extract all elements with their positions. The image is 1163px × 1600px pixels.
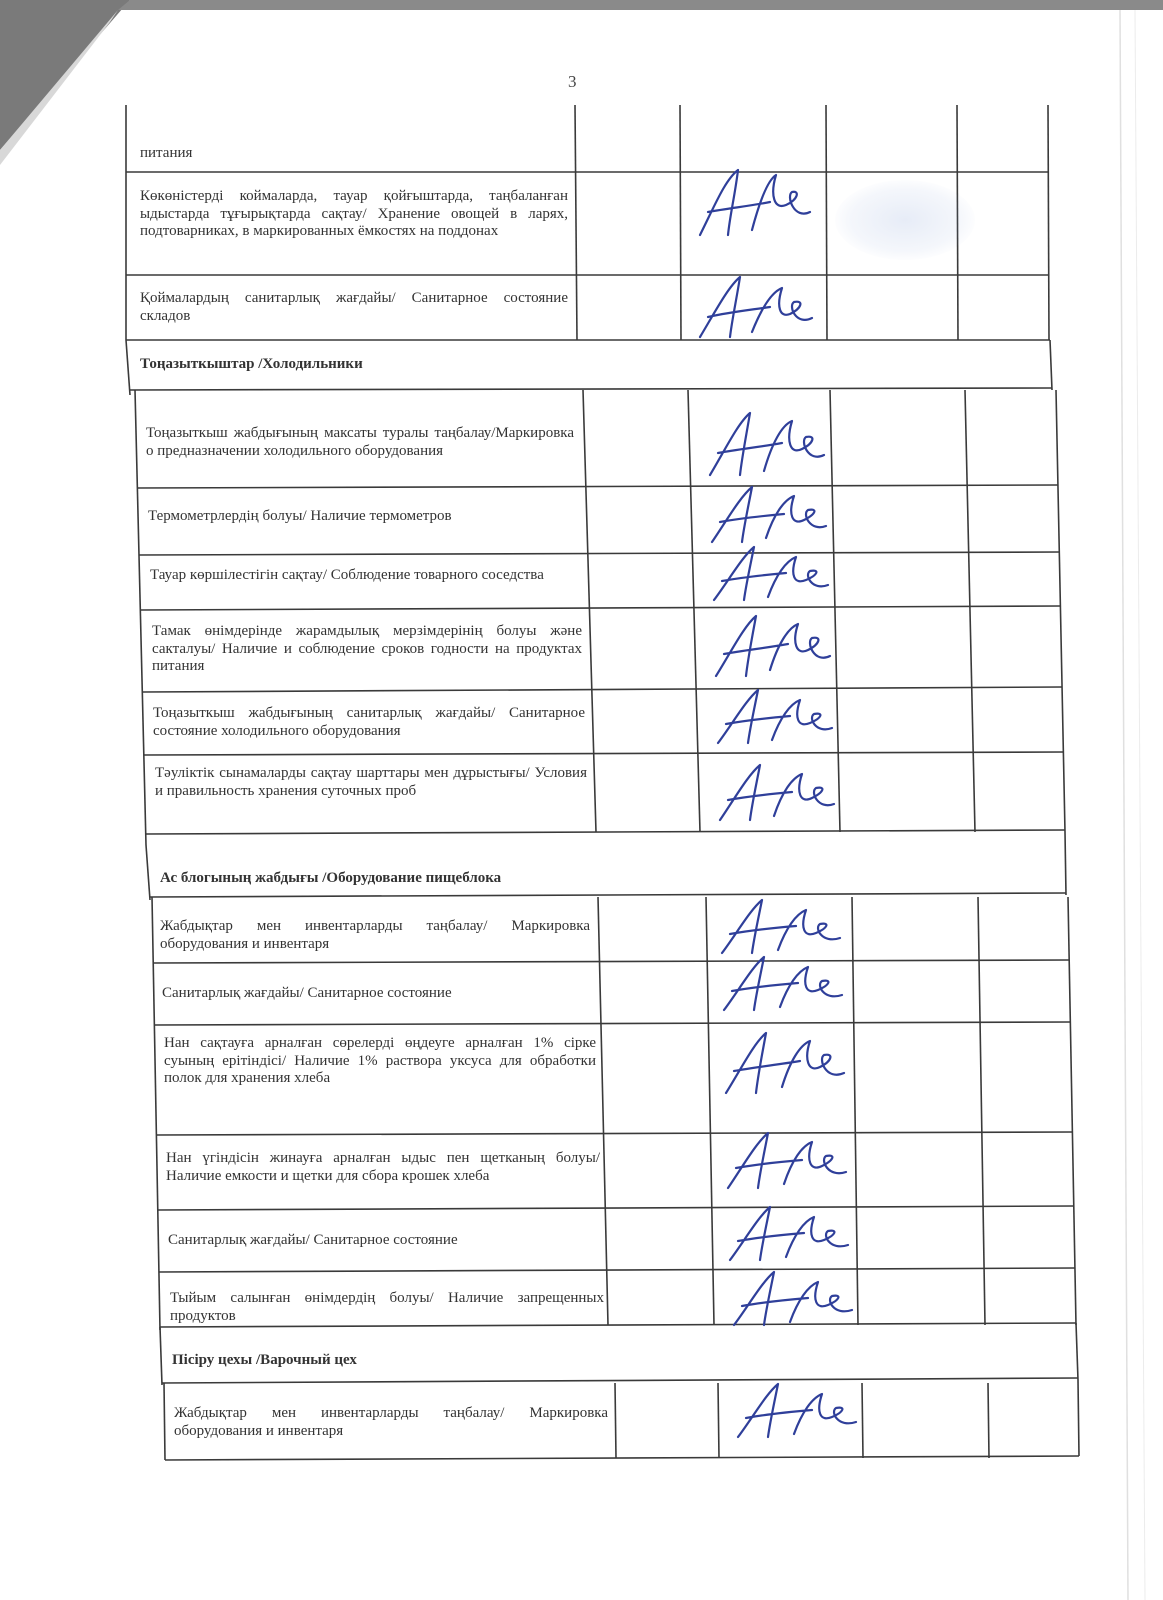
signature-mark bbox=[720, 1195, 860, 1270]
row-text: Тыйым салынған өнімдердің болуы/ Наличие запрещенных продуктов bbox=[170, 1290, 604, 1324]
row-text: питания bbox=[140, 145, 193, 161]
signature-mark bbox=[690, 262, 820, 347]
signature-mark bbox=[706, 598, 841, 688]
signature-mark bbox=[718, 1118, 858, 1198]
section-title: Пісіру цехы /Варочный цех bbox=[172, 1352, 357, 1368]
signature-mark bbox=[690, 150, 820, 250]
section-title: Ас блогының жабдығы /Оборудование пищеблока bbox=[160, 870, 502, 886]
signature-mark bbox=[710, 750, 845, 830]
row-text: Санитарлық жағдайы/ Санитарное состояние bbox=[168, 1232, 458, 1248]
signature-mark bbox=[724, 1260, 864, 1335]
signature-mark bbox=[714, 945, 854, 1020]
signature-mark bbox=[716, 1015, 856, 1105]
page-number: 3 bbox=[568, 72, 577, 91]
row-text: Жабдықтар мен инвентарларды таңбалау/ Маркировка оборудования и инвентаря bbox=[160, 918, 590, 952]
row-text: Тамак өнімдерінде жарамдылық мерзімдерінің болуы және сакталуы/ Наличие и соблюдение сроков годности на продуктах питания bbox=[152, 623, 582, 674]
row-text: Тоңазыткыш жабдығының максаты туралы таңбалау/Маркировка о предназначении холодильного оборудования bbox=[146, 425, 574, 459]
row-text: Санитарлық жағдайы/ Санитарное состояние bbox=[162, 985, 452, 1001]
row-text: Қоймалардың санитарлық жағдайы/ Санитарное состояние складов bbox=[140, 290, 568, 324]
faded-stamp bbox=[835, 180, 975, 260]
row-text: Тауар көршілестігін сақтау/ Соблюдение товарного соседства bbox=[150, 567, 544, 583]
signature-mark bbox=[708, 678, 843, 753]
row-text: Тәуліктік сынамаларды сақтау шарттары мен дұрыстығы/ Условия и правильность хранения суточных проб bbox=[155, 765, 587, 799]
row-text: Жабдықтар мен инвентарларды таңбалау/ Маркировка оборудования и инвентаря bbox=[174, 1405, 608, 1439]
row-text: Тоңазыткыш жабдығының санитарлық жағдайы/ Санитарное состояние холодильного оборудования bbox=[153, 705, 585, 739]
signature-mark bbox=[728, 1372, 868, 1447]
row-text: Нан сақтауға арналған сөрелерді өңдеуге арналған 1% сірке суының ерітіндісі/ Наличие 1% раствора уксуса для обработки полок для хранения хлеба bbox=[164, 1035, 596, 1086]
row-text: Көкөністерді коймаларда, тауар қойғыштарда, таңбаланған ыдыстарда тұғырықтарда сақтау/ Хранение овощей в ларях, подтоварниках, в маркированных ёмкостях на поддонах bbox=[140, 188, 568, 239]
section-title: Тоңазыткыштар /Холодильники bbox=[140, 356, 363, 372]
row-text: Нан үгіндісін жинауға арналған ыдыс пен щетканың болуы/Наличие емкости и щетки для сбора крошек хлеба bbox=[166, 1150, 600, 1184]
grid-segment-c bbox=[152, 897, 1076, 1330]
row-text: Термометрлердің болуы/ Наличие термометров bbox=[148, 508, 452, 524]
